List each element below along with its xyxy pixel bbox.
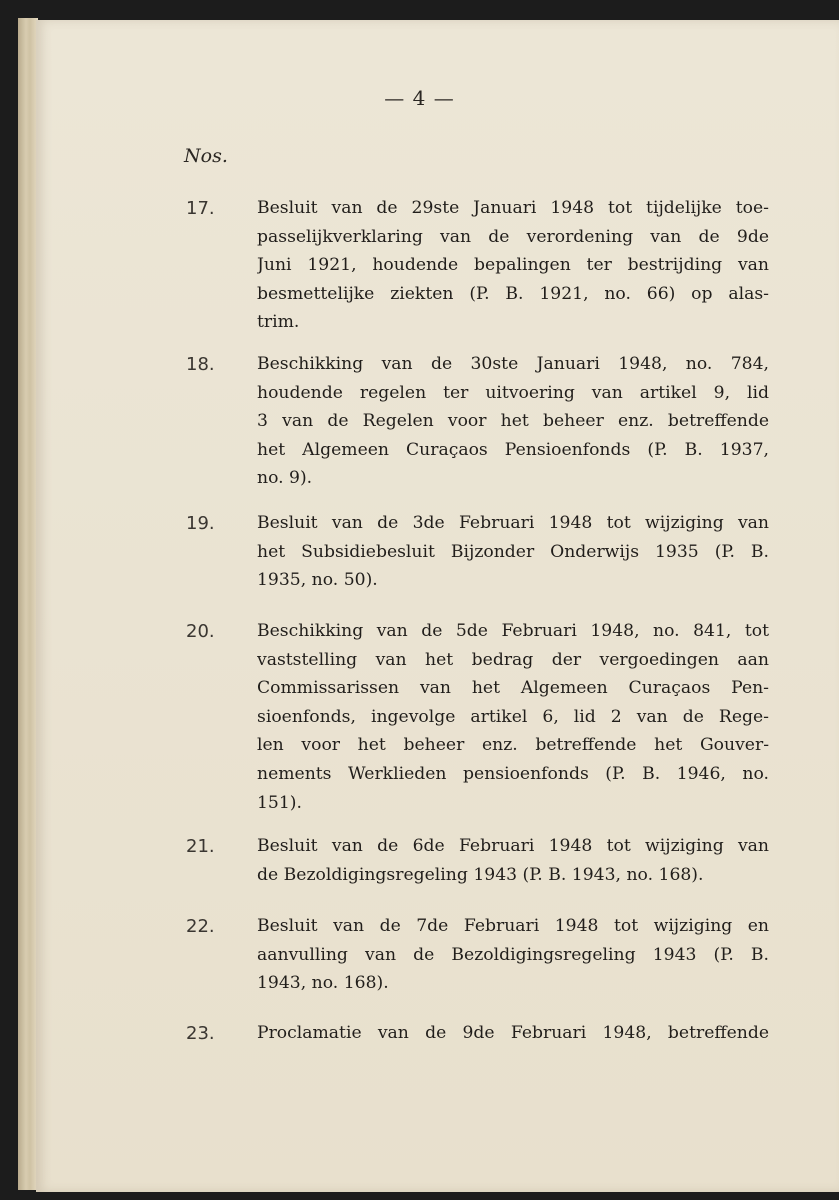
entry-line: houdende regelen ter uitvoering van artikel 9, lid <box>257 382 769 403</box>
entry-line: passelijkverklaring van de verordening van de 9de <box>257 226 769 247</box>
entry-text <box>257 350 769 493</box>
entry-line: Proclamatie van de 9de Februari 1948, betreffende <box>257 1023 769 1043</box>
entry-line: 151). <box>257 792 302 813</box>
entry-line: trim. <box>257 312 300 333</box>
entry-line: de Bezoldigingsregeling 1943 (P. B. 1943, no. 168). <box>257 864 704 885</box>
entry-line: len voor het beheer enz. betreffende het Gouver- <box>257 735 769 756</box>
entry-line: het Subsidiebesluit Bijzonder Onderwijs 1935 (P. B. <box>257 541 769 562</box>
entry-number: 19. <box>186 513 215 534</box>
entry-line: Besluit van de 29ste Januari 1948 tot tijdelijke toe- <box>257 198 769 218</box>
entry-line: Besluit van de 3de Februari 1948 tot wijziging van <box>257 513 769 533</box>
entry-text <box>257 912 769 998</box>
entry-line: sioenfonds, ingevolge artikel 6, lid 2 van de Rege- <box>257 706 769 727</box>
entry-number: 21. <box>186 836 215 857</box>
entry-line: 3 van de Regelen voor het beheer enz. betreffende <box>257 411 769 432</box>
entry-line: Juni 1921, houdende bepalingen ter bestrijding van <box>257 255 769 276</box>
entry-text <box>257 1019 769 1048</box>
entry-line: vaststelling van het bedrag der vergoedingen aan <box>257 649 769 670</box>
entry-text <box>257 509 769 595</box>
entry-line: besmettelijke ziekten (P. B. 1921, no. 66) op alas- <box>257 283 769 304</box>
entry-number: 23. <box>186 1023 215 1044</box>
entry-number: 17. <box>186 198 215 219</box>
column-header: Nos. <box>184 145 228 167</box>
entry-number: 18. <box>186 354 215 375</box>
entry-line: 1935, no. 50). <box>257 570 378 591</box>
entry-line: Beschikking van de 5de Februari 1948, no. 841, tot <box>257 621 769 641</box>
entry-line: 1943, no. 168). <box>257 973 389 994</box>
entry-line: Besluit van de 7de Februari 1948 tot wijziging en <box>257 916 769 936</box>
page-edge <box>18 18 38 1190</box>
entry-line: het Algemeen Curaçaos Pensioenfonds (P. B. 1937, <box>257 439 769 460</box>
entry-line: Besluit van de 6de Februari 1948 tot wijziging van <box>257 836 769 856</box>
entry-text <box>257 832 769 889</box>
entry-number: 22. <box>186 916 215 937</box>
entry-line: no. 9). <box>257 468 313 489</box>
entry-number: 20. <box>186 621 215 642</box>
entry-text <box>257 617 769 817</box>
entry-line: Commissarissen van het Algemeen Curaçaos Pen- <box>257 678 769 699</box>
entry-text <box>257 194 769 337</box>
entry-line: Beschikking van de 30ste Januari 1948, no. 784, <box>257 354 769 374</box>
page-number: — 4 — <box>384 86 455 110</box>
entry-line: aanvulling van de Bezoldigingsregeling 1943 (P. B. <box>257 944 769 965</box>
entry-line: nements Werklieden pensioenfonds (P. B. 1946, no. <box>257 763 769 784</box>
